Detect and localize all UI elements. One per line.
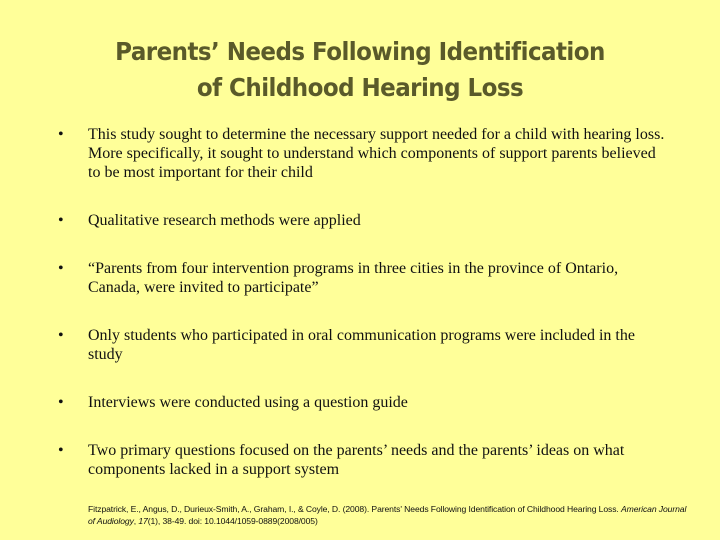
bullet-text: Interviews were conducted using a question guide bbox=[88, 394, 408, 411]
bullet-icon: • bbox=[58, 327, 64, 344]
bullet-text: Qualitative research methods were applied bbox=[88, 212, 361, 229]
bullet-text: This study sought to determine the necessary support needed for a child with hearing loss. More specifically, it sought to understand which components of support parents believed to be most important for their child bbox=[88, 126, 665, 181]
citation-issue-pages: (1), 38-49. doi: 10.1044/1059-0889(2008/005) bbox=[147, 516, 318, 526]
bullet-text: Two primary questions focused on the parents’ needs and the parents’ ideas on what components lacked in a support system bbox=[88, 442, 625, 478]
citation-volume: 17 bbox=[138, 516, 148, 526]
bullet-text: “Parents from four intervention programs in three cities in the province of Ontario, Canada, were invited to participate” bbox=[88, 260, 619, 296]
bullet-icon: • bbox=[58, 442, 64, 459]
citation-journal: American Journal of Audiology bbox=[88, 504, 687, 526]
bullet-icon: • bbox=[58, 212, 64, 229]
bullet-text: Only students who participated in oral communication programs were included in the study bbox=[88, 327, 635, 363]
citation: Fitzpatrick, E., Angus, D., Durieux-Smith, A., Graham, I., & Coyle, D. (2008). Parents' Needs Following Identification of Childhood Hearing Loss. American Journal of Audiology, 17(1), 38-49. doi: 10.1044/1059-0889(2008/005) bbox=[88, 504, 687, 526]
slide-title bbox=[0, 34, 720, 106]
bullet-icon: • bbox=[58, 394, 64, 411]
slide-title-line-2: of Childhood Hearing Loss bbox=[196, 73, 524, 102]
bullet-icon: • bbox=[58, 260, 64, 277]
bullet-icon: • bbox=[58, 126, 64, 143]
citation-authors: Fitzpatrick, E., Angus, D., Durieux-Smith, A., Graham, I., & Coyle, D. (2008). Parents' Needs Following Identification of Childhood Hearing Loss. bbox=[88, 504, 619, 514]
slide-title-line-1: Parents’ Needs Following Identification bbox=[115, 37, 605, 66]
